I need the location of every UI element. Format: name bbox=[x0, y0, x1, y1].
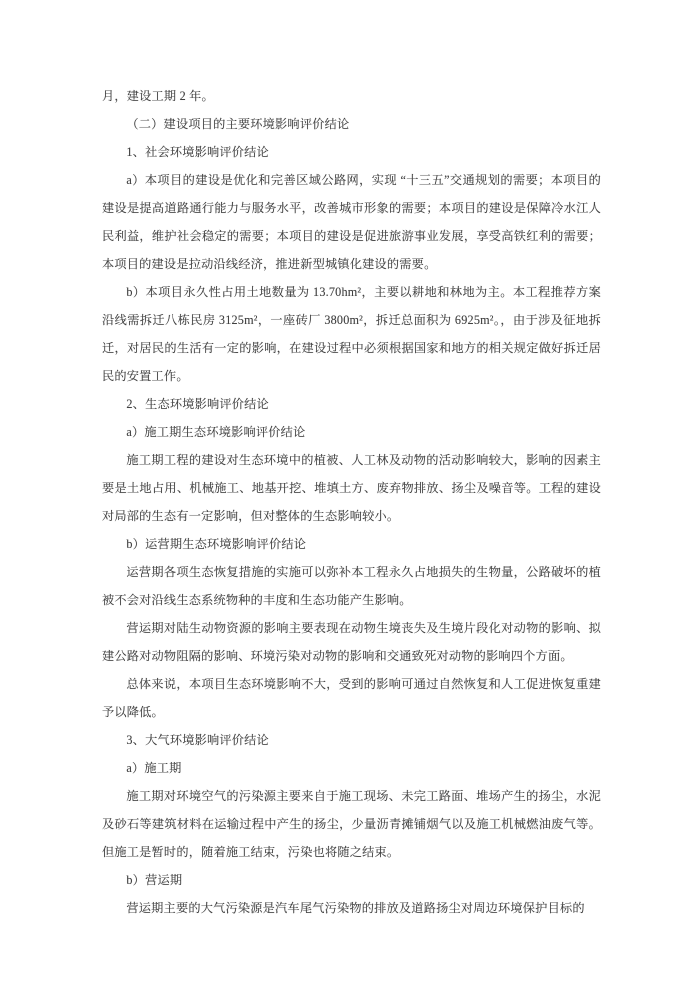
paragraph-ecology-summary: 总体来说，本项目生态环境影响不大，受到的影响可通过自然恢复和人工促进恢复重建予以降低。 bbox=[102, 677, 601, 719]
heading-a-construction-ecology: a）施工期生态环境影响评价结论 bbox=[126, 425, 306, 439]
heading-a-construction-period: a）施工期 bbox=[126, 761, 182, 775]
paragraph-operation-ecology-restoration: 运营期各项生态恢复措施的实施可以弥补本工程永久占地损失的生物量，公路破坏的植被不会对沿线生态系统物种的丰度和生态功能产生影响。 bbox=[102, 565, 601, 607]
heading-b-operation-ecology: b）运营期生态环境影响评价结论 bbox=[126, 537, 307, 551]
heading-3-air-environment: 3、大气环境影响评价结论 bbox=[126, 733, 269, 747]
paragraph-construction-air-pollution: 施工期对环境空气的污染源主要来自于施工现场、未完工路面、堆场产生的扬尘，水泥及砂石等建筑材料在运输过程中产生的扬尘，少量沥青摊铺烟气以及施工机械燃油废气等。但施工是暂时的，随着施工结束，污染也将随之结束。 bbox=[102, 789, 601, 859]
paragraph-a-social-need: a）本项目的建设是优化和完善区域公路网，实现 “十三五”交通规划的需要；本项目的建设是提高道路通行能力与服务水平，改善城市形象的需要；本项目的建设是保障冷水江人民利益，维护社会稳定的需要；本项目的建设是促进旅游事业发展，享受高铁红利的需要；本项目的建设是拉动沿线经济，推进新型城镇化建设的需要。 bbox=[102, 173, 601, 271]
paragraph-b-land-occupation: b）本项目永久性占用土地数量为 13.70hm²，主要以耕地和林地为主。本工程推荐方案沿线需拆迁八栋民房 3125m²，一座砖厂 3800m²，拆迁总面积为 6925m²。，由于涉及征地拆迁，对居民的生活有一定的影响，在建设过程中必须根据国家和地方的相关规定做好拆迁居民的安置工作。 bbox=[102, 285, 601, 383]
paragraph-operation-wildlife-impact: 营运期对陆生动物资源的影响主要表现在动物生境丧失及生境片段化对动物的影响、拟建公路对动物阻隔的影响、环境污染对动物的影响和交通致死对动物的影响四个方面。 bbox=[102, 621, 601, 663]
heading-b-operation-period: b）营运期 bbox=[126, 873, 183, 887]
paragraph-construction-ecology: 施工期工程的建设对生态环境中的植被、人工林及动物的活动影响较大，影响的因素主要是土地占用、机械施工、地基开挖、堆填土方、废弃物排放、扬尘及噪音等。工程的建设对局部的生态有一定影响，但对整体的生态影响较小。 bbox=[102, 453, 601, 523]
paragraph-operation-air-pollution: 营运期主要的大气污染源是汽车尾气污染物的排放及道路扬尘对周边环境保护目标的 bbox=[126, 901, 585, 915]
heading-1-social-environment: 1、社会环境影响评价结论 bbox=[126, 145, 269, 159]
paragraph-continuation: 月，建设工期 2 年。 bbox=[102, 89, 214, 103]
heading-section-2-conclusions: （二）建设项目的主要环境影响评价结论 bbox=[126, 117, 350, 131]
heading-2-ecological-environment: 2、生态环境影响评价结论 bbox=[126, 397, 269, 411]
